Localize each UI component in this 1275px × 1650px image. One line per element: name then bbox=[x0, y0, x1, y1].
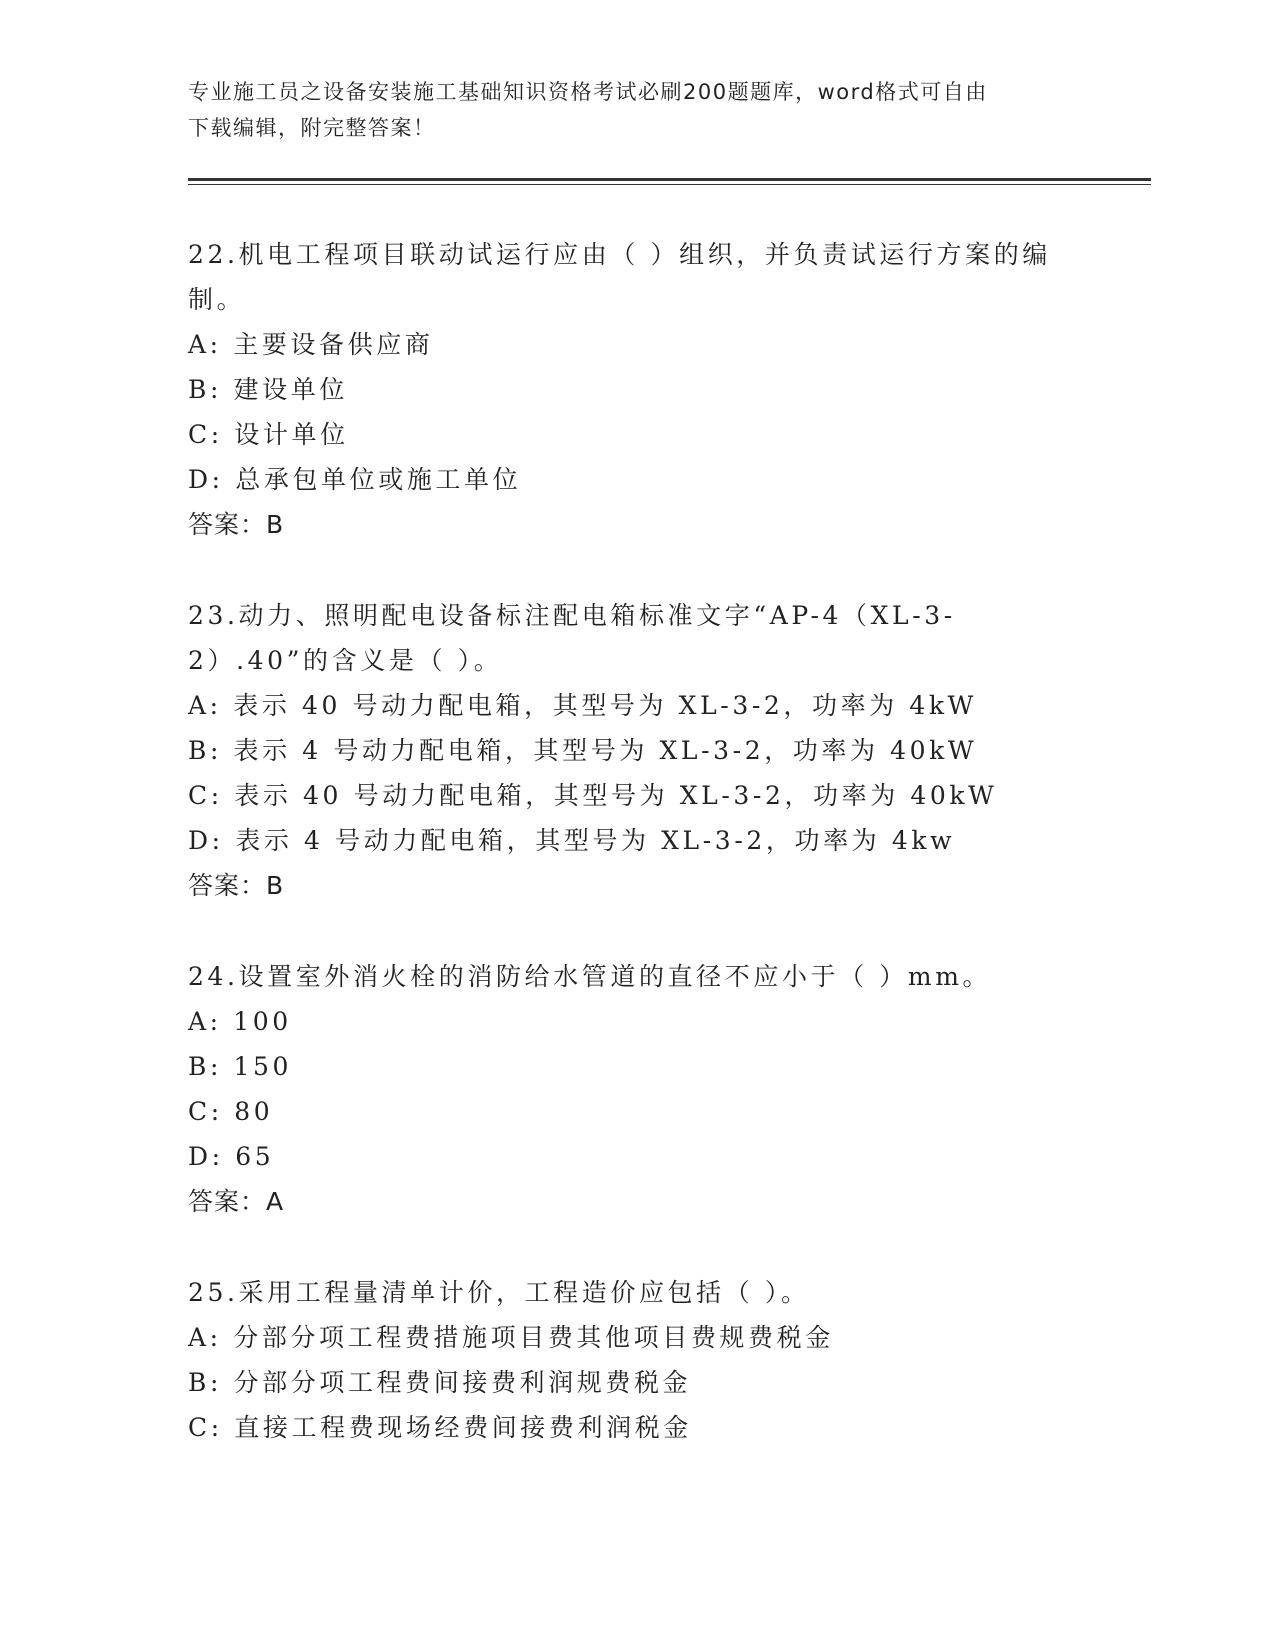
option-c: C: 80 bbox=[188, 1097, 274, 1126]
question-stem: 25.采用工程量清单计价，工程造价应包括（ ）。 bbox=[188, 1278, 810, 1307]
answer-label: 答案：B bbox=[188, 871, 285, 900]
option-d: D: 总承包单位或施工单位 bbox=[188, 465, 522, 494]
option-a: A: 100 bbox=[188, 1007, 292, 1036]
question-23 bbox=[188, 593, 1088, 908]
option-a: A: 主要设备供应商 bbox=[188, 330, 434, 359]
option-c: C: 直接工程费现场经费间接费利润税金 bbox=[188, 1413, 692, 1442]
question-24 bbox=[188, 954, 1088, 1224]
option-c: C: 表示 40 号动力配电箱，其型号为 XL-3-2，功率为 40kW bbox=[188, 781, 998, 810]
header-line-1: 专业施工员之设备安装施工基础知识资格考试必刷200题题库，word格式可自由 bbox=[188, 80, 988, 104]
answer-label: 答案：B bbox=[188, 510, 285, 539]
question-22 bbox=[188, 232, 1088, 547]
header-divider-thin bbox=[188, 184, 1151, 185]
header-line-2: 下载编辑，附完整答案！ bbox=[188, 116, 436, 140]
option-a: A: 表示 40 号动力配电箱，其型号为 XL-3-2，功率为 4kW bbox=[188, 691, 977, 720]
answer-label: 答案：A bbox=[188, 1187, 285, 1216]
option-d: D: 表示 4 号动力配电箱，其型号为 XL-3-2，功率为 4kw bbox=[188, 826, 956, 855]
header-divider-thick bbox=[188, 178, 1151, 181]
option-b: B: 分部分项工程费间接费利润规费税金 bbox=[188, 1368, 692, 1397]
option-b: B: 建设单位 bbox=[188, 375, 348, 404]
question-stem: 24.设置室外消火栓的消防给水管道的直径不应小于（ ）mm。 bbox=[188, 962, 992, 991]
option-b: B: 150 bbox=[188, 1052, 293, 1081]
question-stem: 23.动力、照明配电设备标注配电箱标准文字“AP-4（XL-3-2）.40”的含义是（ ）。 bbox=[188, 601, 956, 675]
question-list bbox=[188, 232, 1088, 1496]
option-b: B: 表示 4 号动力配电箱，其型号为 XL-3-2，功率为 40kW bbox=[188, 736, 978, 765]
option-c: C: 设计单位 bbox=[188, 420, 349, 449]
question-25 bbox=[188, 1270, 1088, 1450]
option-d: D: 65 bbox=[188, 1142, 275, 1171]
option-a: A: 分部分项工程费措施项目费其他项目费规费税金 bbox=[188, 1323, 834, 1352]
document-header bbox=[188, 74, 1078, 146]
question-stem: 22.机电工程项目联动试运行应由（ ）组织，并负责试运行方案的编制。 bbox=[188, 240, 1051, 314]
